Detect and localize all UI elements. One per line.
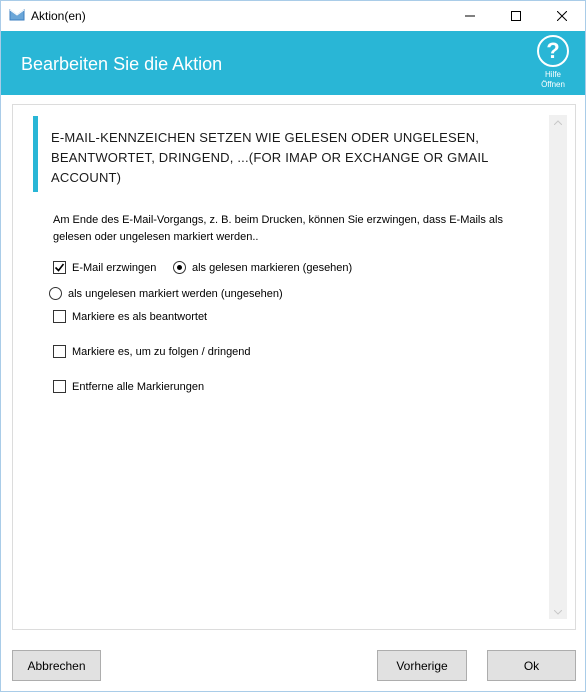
previous-button[interactable]: Vorherige (377, 650, 467, 681)
mark-unread-label: als ungelesen markiert werden (ungesehen) (68, 287, 283, 300)
mark-read-radio[interactable] (173, 261, 352, 274)
mark-flagged-label: Markiere es, um zu folgen / dringend (72, 345, 251, 358)
section-heading: E-MAIL-KENNZEICHEN SETZEN WIE GELESEN ODER UNGELESEN, BEANTWORTET, DRINGEND, ...(FOR IMAP OR EXCHANGE OR GMAIL ACCOUNT) (51, 130, 489, 185)
content-panel (12, 104, 576, 630)
mark-unread-radio[interactable] (49, 287, 283, 300)
page-title: Bearbeiten Sie die Aktion (21, 54, 223, 74)
checkbox-unchecked-icon (53, 345, 66, 358)
checkbox-checked-icon (53, 261, 66, 274)
minimize-button[interactable] (447, 1, 493, 31)
title-bar (1, 1, 585, 31)
mark-answered-label: Markiere es als beantwortet (72, 310, 208, 323)
help-label-line2: Öffnen (541, 80, 565, 89)
maximize-button[interactable] (493, 1, 539, 31)
remove-flags-label: Entferne alle Markierungen (72, 380, 205, 393)
checkbox-unchecked-icon (53, 380, 66, 393)
remove-flags-checkbox[interactable] (53, 380, 204, 393)
section-heading-block (33, 116, 523, 192)
force-email-checkbox[interactable] (53, 261, 156, 274)
radio-selected-icon (173, 261, 186, 274)
close-icon (557, 11, 567, 21)
question-circle-icon: ? (537, 35, 569, 67)
force-email-label: E-Mail erzwingen (72, 261, 157, 274)
mark-read-label: als gelesen markieren (gesehen) (192, 261, 353, 274)
help-label (541, 70, 565, 90)
checkbox-unchecked-icon (53, 310, 66, 323)
dialog-header (1, 31, 585, 95)
radio-unselected-icon (49, 287, 62, 300)
close-button[interactable] (539, 1, 585, 31)
vertical-scrollbar[interactable] (549, 115, 567, 619)
help-label-line1: Hilfe (544, 70, 561, 79)
envelope-icon (9, 8, 25, 22)
scroll-up-icon[interactable] (549, 115, 567, 129)
scroll-down-icon[interactable] (549, 605, 567, 619)
mark-flagged-checkbox[interactable] (53, 345, 251, 358)
maximize-icon (511, 11, 521, 21)
description-text: Am Ende des E-Mail-Vorgangs, z. B. beim Drucken, können Sie erzwingen, dass E-Mails als gelesen oder ungelesen markiert werden.. (53, 214, 503, 243)
cancel-button[interactable]: Abbrechen (12, 650, 101, 681)
help-button[interactable] (529, 35, 577, 93)
minimize-icon (465, 11, 475, 21)
ok-button[interactable]: Ok (487, 650, 576, 681)
mark-answered-checkbox[interactable] (53, 310, 207, 323)
window-title: Aktion(en) (31, 9, 86, 23)
